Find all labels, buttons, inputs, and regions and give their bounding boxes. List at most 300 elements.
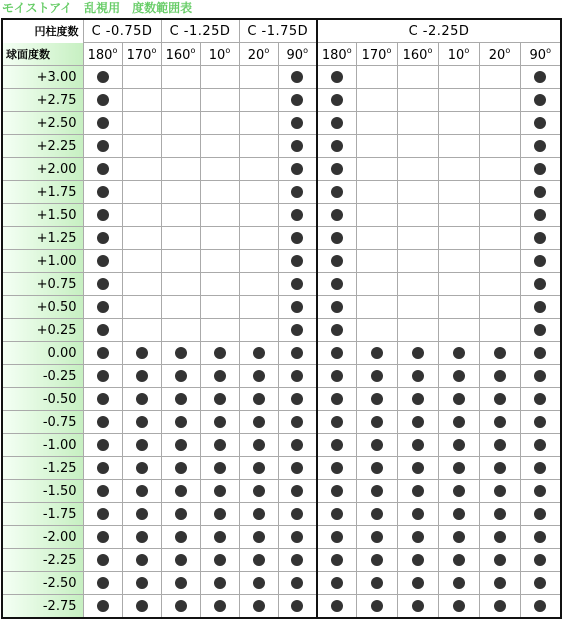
available-dot-icon: [214, 416, 226, 428]
availability-cell: [317, 526, 356, 549]
sphere-value: -2.75: [2, 595, 83, 619]
availability-cell: [438, 480, 479, 503]
available-dot-icon: [453, 485, 465, 497]
availability-cell: [317, 503, 356, 526]
availability-cell: [520, 273, 561, 296]
table-row: [2, 227, 561, 250]
available-dot-icon: [291, 393, 303, 405]
sphere-value: -1.75: [2, 503, 83, 526]
available-dot-icon: [291, 577, 303, 589]
available-dot-icon: [534, 393, 546, 405]
availability-cell: [200, 526, 239, 549]
availability-cell: [278, 549, 317, 572]
table-row: [2, 158, 561, 181]
available-dot-icon: [331, 232, 343, 244]
availability-cell: [438, 227, 479, 250]
availability-cell: [438, 434, 479, 457]
available-dot-icon: [331, 347, 343, 359]
availability-cell: [479, 503, 520, 526]
available-dot-icon: [214, 347, 226, 359]
availability-cell: [317, 250, 356, 273]
availability-cell: [317, 135, 356, 158]
available-dot-icon: [331, 71, 343, 83]
available-dot-icon: [97, 462, 109, 474]
available-dot-icon: [97, 600, 109, 612]
available-dot-icon: [534, 186, 546, 198]
availability-cell: [161, 89, 200, 112]
sphere-value: +0.25: [2, 319, 83, 342]
axis-value: 160: [402, 47, 428, 63]
availability-cell: [200, 66, 239, 89]
availability-cell: [161, 66, 200, 89]
availability-cell: [239, 503, 278, 526]
available-dot-icon: [136, 508, 148, 520]
availability-cell: [278, 66, 317, 89]
available-dot-icon: [331, 577, 343, 589]
availability-cell: [438, 135, 479, 158]
availability-cell: [356, 204, 397, 227]
available-dot-icon: [253, 393, 265, 405]
availability-cell: [83, 227, 122, 250]
group-header-c125: C -1.25D: [161, 19, 239, 43]
table-row: [2, 181, 561, 204]
availability-cell: [356, 158, 397, 181]
available-dot-icon: [291, 163, 303, 175]
axis-value: 10: [447, 47, 465, 63]
sphere-value: -0.50: [2, 388, 83, 411]
table-row: [2, 135, 561, 158]
available-dot-icon: [291, 209, 303, 221]
axis-header-right-4: [479, 43, 520, 66]
available-dot-icon: [97, 163, 109, 175]
availability-cell: [397, 503, 438, 526]
availability-cell: [278, 158, 317, 181]
availability-cell: [161, 273, 200, 296]
available-dot-icon: [214, 439, 226, 451]
availability-cell: [278, 342, 317, 365]
available-dot-icon: [175, 439, 187, 451]
available-dot-icon: [331, 393, 343, 405]
availability-cell: [200, 250, 239, 273]
available-dot-icon: [494, 439, 506, 451]
availability-cell: [122, 342, 161, 365]
axis-header-left-1: [122, 43, 161, 66]
availability-cell: [438, 572, 479, 595]
available-dot-icon: [291, 439, 303, 451]
availability-cell: [200, 388, 239, 411]
available-dot-icon: [534, 163, 546, 175]
degree-mark: o: [112, 45, 118, 55]
availability-cell: [83, 526, 122, 549]
availability-cell: [200, 158, 239, 181]
availability-cell: [438, 273, 479, 296]
availability-cell: [200, 480, 239, 503]
sphere-value: -1.00: [2, 434, 83, 457]
availability-cell: [397, 135, 438, 158]
axis-header-right-0: [317, 43, 356, 66]
available-dot-icon: [253, 416, 265, 428]
availability-cell: [397, 112, 438, 135]
availability-cell: [122, 204, 161, 227]
availability-cell: [317, 89, 356, 112]
available-dot-icon: [175, 462, 187, 474]
availability-cell: [356, 181, 397, 204]
availability-cell: [317, 480, 356, 503]
availability-cell: [397, 549, 438, 572]
availability-cell: [520, 296, 561, 319]
availability-cell: [479, 526, 520, 549]
availability-cell: [397, 204, 438, 227]
available-dot-icon: [331, 186, 343, 198]
availability-cell: [520, 434, 561, 457]
availability-cell: [479, 365, 520, 388]
availability-cell: [122, 319, 161, 342]
availability-cell: [278, 411, 317, 434]
available-dot-icon: [494, 508, 506, 520]
availability-cell: [356, 227, 397, 250]
availability-cell: [479, 480, 520, 503]
availability-cell: [479, 572, 520, 595]
available-dot-icon: [97, 71, 109, 83]
availability-cell: [83, 89, 122, 112]
available-dot-icon: [331, 531, 343, 543]
available-dot-icon: [97, 209, 109, 221]
availability-cell: [122, 273, 161, 296]
availability-cell: [83, 595, 122, 619]
available-dot-icon: [97, 186, 109, 198]
availability-cell: [239, 595, 278, 619]
availability-cell: [278, 365, 317, 388]
available-dot-icon: [331, 485, 343, 497]
availability-cell: [200, 89, 239, 112]
availability-cell: [239, 549, 278, 572]
availability-cell: [200, 296, 239, 319]
table-row: [2, 572, 561, 595]
availability-cell: [397, 388, 438, 411]
available-dot-icon: [534, 577, 546, 589]
sphere-value: +2.00: [2, 158, 83, 181]
available-dot-icon: [412, 531, 424, 543]
axis-header-right-1: [356, 43, 397, 66]
availability-cell: [83, 158, 122, 181]
availability-cell: [278, 503, 317, 526]
available-dot-icon: [534, 370, 546, 382]
availability-cell: [239, 388, 278, 411]
available-dot-icon: [412, 439, 424, 451]
available-dot-icon: [371, 531, 383, 543]
availability-cell: [479, 227, 520, 250]
available-dot-icon: [453, 416, 465, 428]
availability-cell: [122, 480, 161, 503]
availability-cell: [200, 572, 239, 595]
availability-cell: [317, 227, 356, 250]
available-dot-icon: [331, 370, 343, 382]
available-dot-icon: [175, 554, 187, 566]
available-dot-icon: [453, 577, 465, 589]
availability-cell: [356, 434, 397, 457]
available-dot-icon: [136, 347, 148, 359]
availability-cell: [520, 457, 561, 480]
table-row: [2, 319, 561, 342]
availability-cell: [278, 273, 317, 296]
available-dot-icon: [97, 117, 109, 129]
availability-cell: [278, 480, 317, 503]
sphere-value: -1.50: [2, 480, 83, 503]
availability-cell: [161, 480, 200, 503]
availability-cell: [479, 112, 520, 135]
available-dot-icon: [97, 140, 109, 152]
available-dot-icon: [175, 531, 187, 543]
table-row: [2, 89, 561, 112]
available-dot-icon: [534, 255, 546, 267]
availability-cell: [397, 595, 438, 619]
available-dot-icon: [214, 577, 226, 589]
availability-cell: [317, 112, 356, 135]
availability-cell: [239, 112, 278, 135]
availability-cell: [278, 434, 317, 457]
availability-cell: [397, 480, 438, 503]
axis-header-left-3: [200, 43, 239, 66]
availability-cell: [200, 595, 239, 619]
axis-value: 90: [286, 47, 304, 63]
availability-cell: [122, 227, 161, 250]
available-dot-icon: [331, 117, 343, 129]
availability-cell: [122, 549, 161, 572]
availability-cell: [122, 434, 161, 457]
available-dot-icon: [136, 600, 148, 612]
availability-cell: [83, 480, 122, 503]
availability-cell: [278, 388, 317, 411]
available-dot-icon: [494, 554, 506, 566]
availability-cell: [200, 503, 239, 526]
availability-cell: [83, 572, 122, 595]
available-dot-icon: [291, 186, 303, 198]
available-dot-icon: [291, 508, 303, 520]
availability-cell: [161, 457, 200, 480]
availability-cell: [438, 526, 479, 549]
availability-cell: [356, 112, 397, 135]
available-dot-icon: [534, 508, 546, 520]
availability-cell: [356, 296, 397, 319]
availability-cell: [239, 66, 278, 89]
availability-cell: [161, 158, 200, 181]
availability-cell: [520, 503, 561, 526]
available-dot-icon: [253, 554, 265, 566]
availability-cell: [161, 572, 200, 595]
availability-cell: [239, 480, 278, 503]
available-dot-icon: [97, 485, 109, 497]
availability-cell: [520, 388, 561, 411]
available-dot-icon: [331, 255, 343, 267]
availability-cell: [239, 273, 278, 296]
availability-cell: [161, 296, 200, 319]
availability-cell: [161, 135, 200, 158]
availability-cell: [317, 434, 356, 457]
availability-cell: [161, 411, 200, 434]
available-dot-icon: [97, 577, 109, 589]
available-dot-icon: [371, 416, 383, 428]
axis-value: 160: [165, 47, 191, 63]
availability-cell: [479, 388, 520, 411]
availability-cell: [317, 319, 356, 342]
availability-cell: [239, 181, 278, 204]
availability-cell: [200, 112, 239, 135]
available-dot-icon: [534, 209, 546, 221]
available-dot-icon: [97, 439, 109, 451]
availability-cell: [278, 135, 317, 158]
availability-cell: [317, 365, 356, 388]
availability-cell: [520, 411, 561, 434]
availability-cell: [200, 365, 239, 388]
available-dot-icon: [97, 232, 109, 244]
available-dot-icon: [371, 462, 383, 474]
availability-cell: [520, 595, 561, 619]
table-row: [2, 66, 561, 89]
available-dot-icon: [453, 393, 465, 405]
available-dot-icon: [175, 508, 187, 520]
availability-cell: [122, 457, 161, 480]
group-header-c225: C -2.25D: [317, 19, 561, 43]
availability-cell: [278, 250, 317, 273]
availability-cell: [161, 319, 200, 342]
available-dot-icon: [494, 531, 506, 543]
available-dot-icon: [371, 577, 383, 589]
available-dot-icon: [253, 439, 265, 451]
availability-cell: [83, 273, 122, 296]
degree-mark: o: [264, 45, 270, 55]
availability-cell: [161, 388, 200, 411]
available-dot-icon: [331, 600, 343, 612]
availability-cell: [122, 572, 161, 595]
available-dot-icon: [534, 140, 546, 152]
axis-value: 20: [247, 47, 265, 63]
available-dot-icon: [412, 485, 424, 497]
available-dot-icon: [175, 370, 187, 382]
availability-cell: [83, 135, 122, 158]
available-dot-icon: [331, 439, 343, 451]
available-dot-icon: [534, 71, 546, 83]
available-dot-icon: [214, 600, 226, 612]
sphere-value: +1.75: [2, 181, 83, 204]
axis-value: 90: [529, 47, 547, 63]
availability-cell: [438, 204, 479, 227]
degree-mark: o: [464, 45, 470, 55]
table-row: [2, 480, 561, 503]
availability-cell: [520, 250, 561, 273]
available-dot-icon: [371, 600, 383, 612]
available-dot-icon: [214, 531, 226, 543]
availability-cell: [479, 89, 520, 112]
available-dot-icon: [453, 554, 465, 566]
available-dot-icon: [534, 94, 546, 106]
availability-cell: [83, 296, 122, 319]
availability-cell: [356, 342, 397, 365]
availability-cell: [200, 181, 239, 204]
availability-cell: [83, 204, 122, 227]
availability-cell: [438, 365, 479, 388]
axis-value: 180: [87, 47, 113, 63]
availability-cell: [438, 342, 479, 365]
availability-cell: [278, 572, 317, 595]
availability-cell: [239, 411, 278, 434]
table-row: [2, 411, 561, 434]
availability-cell: [239, 89, 278, 112]
availability-cell: [200, 342, 239, 365]
availability-cell: [239, 296, 278, 319]
available-dot-icon: [412, 416, 424, 428]
availability-cell: [356, 549, 397, 572]
available-dot-icon: [175, 577, 187, 589]
sphere-value: -1.25: [2, 457, 83, 480]
availability-cell: [122, 296, 161, 319]
sphere-value: +2.50: [2, 112, 83, 135]
availability-cell: [479, 135, 520, 158]
availability-cell: [317, 388, 356, 411]
availability-cell: [397, 250, 438, 273]
availability-cell: [397, 342, 438, 365]
sphere-value: +1.50: [2, 204, 83, 227]
degree-mark: o: [427, 45, 433, 55]
available-dot-icon: [494, 485, 506, 497]
availability-cell: [356, 89, 397, 112]
sphere-value: -2.50: [2, 572, 83, 595]
availability-cell: [200, 273, 239, 296]
available-dot-icon: [534, 301, 546, 313]
degree-mark: o: [225, 45, 231, 55]
available-dot-icon: [494, 462, 506, 474]
group-header-c175: C -1.75D: [239, 19, 317, 43]
availability-cell: [239, 365, 278, 388]
degree-mark: o: [190, 45, 196, 55]
available-dot-icon: [136, 531, 148, 543]
axis-value: 180: [321, 47, 347, 63]
degree-mark: o: [303, 45, 308, 55]
axis-value: 170: [361, 47, 387, 63]
available-dot-icon: [412, 508, 424, 520]
availability-cell: [356, 480, 397, 503]
availability-cell: [278, 181, 317, 204]
available-dot-icon: [97, 301, 109, 313]
available-dot-icon: [291, 278, 303, 290]
table-row: [2, 112, 561, 135]
availability-cell: [356, 411, 397, 434]
availability-cell: [479, 296, 520, 319]
table-row: [2, 204, 561, 227]
availability-cell: [83, 503, 122, 526]
availability-cell: [122, 411, 161, 434]
availability-cell: [438, 181, 479, 204]
availability-cell: [200, 434, 239, 457]
availability-cell: [200, 319, 239, 342]
available-dot-icon: [291, 370, 303, 382]
available-dot-icon: [136, 462, 148, 474]
available-dot-icon: [453, 347, 465, 359]
available-dot-icon: [253, 508, 265, 520]
available-dot-icon: [534, 531, 546, 543]
availability-cell: [83, 112, 122, 135]
availability-cell: [520, 227, 561, 250]
page-title: モイストアイ 乱視用 度数範囲表: [2, 1, 193, 15]
availability-cell: [520, 66, 561, 89]
available-dot-icon: [97, 531, 109, 543]
available-dot-icon: [331, 278, 343, 290]
availability-cell: [239, 457, 278, 480]
availability-cell: [83, 342, 122, 365]
availability-cell: [397, 411, 438, 434]
available-dot-icon: [534, 324, 546, 336]
availability-cell: [83, 549, 122, 572]
availability-cell: [161, 342, 200, 365]
